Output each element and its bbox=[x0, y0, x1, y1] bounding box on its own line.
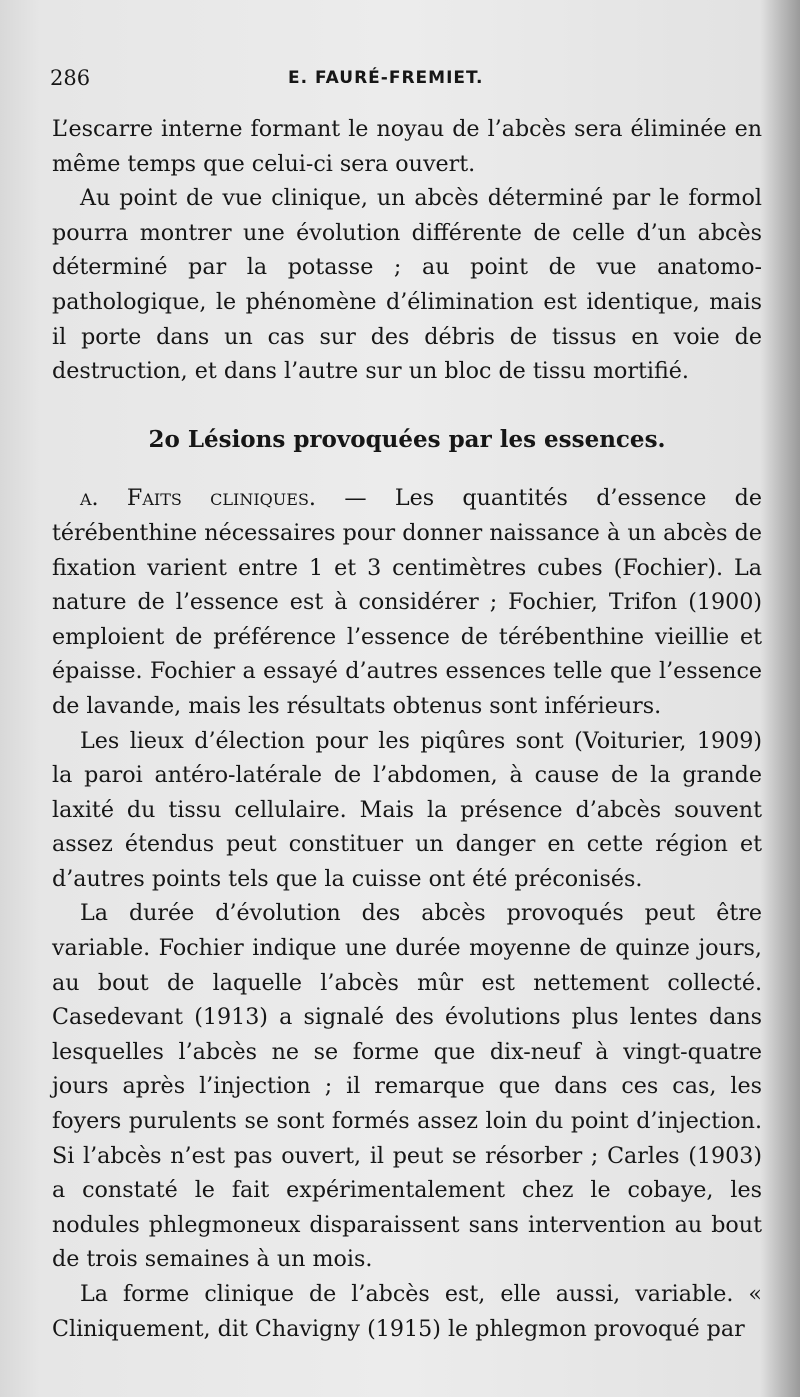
paragraph-1: L’escarre interne formant le noyau de l’abcès sera éliminée en même temps que celui-ci sera ouvert. bbox=[52, 116, 762, 177]
paragraph-5: La durée d’évolution des abcès provoqués peut être variable. Fochier indique une durée moyenne de quinze jours, au bout de laquelle l’abcès mûr est nettement collecté. Casedevant (1913) a signalé des évolutions plus lentes dans lesquelles l’abcès ne se forme que dix-neuf à vingt-quatre jours après l’injection ; il remarque que dans ces cas, les foyers purulents se sont formés assez loin du point d’injection. Si l’abcès n’est pas ouvert, il peut se résorber ; Carles (1903) a constaté le fait expérimentalement chez le cobaye, les nodules phlegmoneux disparaissent sans intervention au bout de trois semaines à un mois. bbox=[52, 900, 762, 1273]
body-text bbox=[52, 112, 762, 1346]
paragraph-3-lead: a. Faits cliniques. bbox=[80, 485, 316, 512]
page-number: 286 bbox=[50, 66, 91, 90]
section-title: 2o Lésions provoquées par les essences. bbox=[148, 425, 666, 453]
paragraph-6: La forme clinique de l’abcès est, elle aussi, variable. « Cliniquement, dit Chavigny (1915) le phlegmon provoqué par bbox=[52, 1281, 762, 1342]
paragraph-4: Les lieux d’élection pour les piqûres sont (Voiturier, 1909) la paroi antéro-latérale de l’abdomen, à cause de la grande laxité du tissu cellulaire. Mais la présence d’abcès souvent assez étendus peut constituer un danger en cette région et d’autres points tels que la cuisse ont été préconisés. bbox=[52, 727, 762, 892]
running-title: E. FAURÉ-FREMIET. bbox=[288, 68, 484, 88]
page-header bbox=[50, 66, 750, 96]
paragraph-3-text: — Les quantités d’essence de térébenthine nécessaires pour donner naissance à un abcès de fixation varient entre 1 et 3 centimètres cubes (Fochier). La nature de l’essence est à considérer ; Fochier, Trifon (1900) emploient de préférence l’essence de térébenthine vieillie et épaisse. Fochier a essayé d’autres essences telle que l’essence de lavande, mais les résultats obtenus sont inférieurs. bbox=[52, 485, 762, 719]
paragraph-3 bbox=[52, 481, 762, 723]
paragraph-2: Au point de vue clinique, un abcès déterminé par le formol pourra montrer une évolution différente de celle d’un abcès déterminé par la potasse ; au point de vue anatomo-pathologique, le phénomène d’élimination est identique, mais il porte dans un cas sur des débris de tissus en voie de destruction, et dans l’autre sur un bloc de tissu mortifié. bbox=[52, 185, 762, 385]
